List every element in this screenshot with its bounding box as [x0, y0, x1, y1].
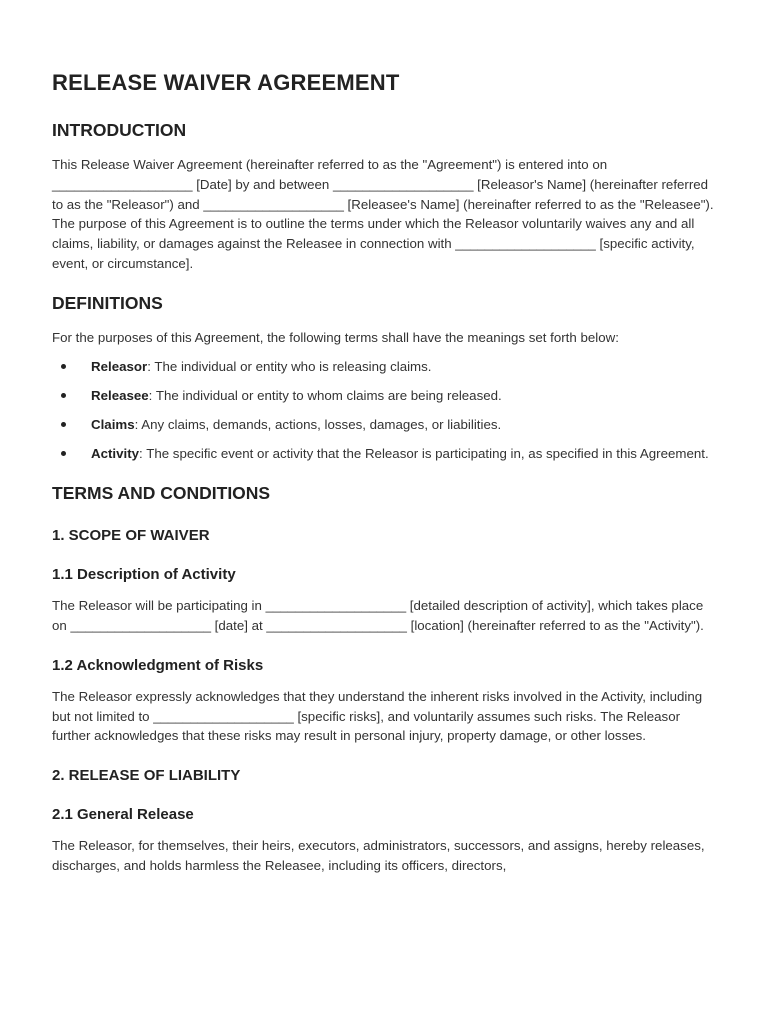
definition-term: Claims — [91, 417, 135, 433]
introduction-paragraph: This Release Waiver Agreement (hereinafter referred to as the "Agreement") is entered into on ___________________ [Date] by and between ___________________ [Releasor's Name] (hereinafter referred to as the "Releasor") and ___________________ [Releasee's Name] (hereinafter referred to as the "Releasee"). The purpose of this Agreement is to outline the terms under which the Releasor voluntarily waives any and all claims, liability, or damages against the Releasee in connection with ___________________ [specific activity, event, or circumstance]. — [52, 157, 714, 271]
definitions-heading: DEFINITIONS — [52, 292, 163, 313]
list-item — [52, 386, 718, 406]
definition-text: : The individual or entity who is releasing claims. — [147, 358, 432, 374]
definition-text: : Any claims, demands, actions, losses, damages, or liabilities. — [134, 417, 502, 433]
definitions-list — [52, 357, 718, 465]
terms-section — [52, 483, 718, 876]
general-release-heading: 2.1 General Release — [52, 806, 194, 824]
list-item — [52, 415, 718, 435]
document-title: RELEASE WAIVER AGREEMENT — [52, 70, 400, 95]
bullet-icon — [61, 451, 66, 456]
introduction-section — [52, 120, 718, 274]
terms-heading: TERMS AND CONDITIONS — [52, 483, 271, 504]
bullet-icon — [61, 393, 66, 398]
general-release-paragraph: The Releasor, for themselves, their heirs, executors, administrators, successors, and assigns, hereby releases, discharges, and holds harmless the Releasee, including its officers, directors, — [52, 838, 705, 874]
bullet-icon — [61, 364, 66, 369]
definition-text: : The specific event or activity that the Releasor is participating in, as specified in this Agreement. — [139, 446, 709, 462]
risks-heading: 1.2 Acknowledgment of Risks — [52, 656, 264, 674]
activity-description-heading: 1.1 Description of Activity — [52, 566, 236, 584]
definition-text: : The individual or entity to whom claims are being released. — [148, 387, 502, 403]
release-heading: 2. RELEASE OF LIABILITY — [52, 767, 241, 785]
bullet-icon — [61, 422, 66, 427]
list-item — [52, 357, 718, 377]
definitions-intro: For the purposes of this Agreement, the following terms shall have the meanings set forth below: — [52, 329, 619, 345]
scope-heading: 1. SCOPE OF WAIVER — [52, 527, 210, 545]
definition-term: Activity — [91, 446, 140, 462]
risks-paragraph: The Releasor expressly acknowledges that they understand the inherent risks involved in the Activity, including but not limited to ___________________ [specific risks], and voluntarily assumes such risks. The Releasor further acknowledges that these risks may result in personal injury, property damage, or other losses. — [52, 688, 703, 744]
definitions-section — [52, 293, 718, 464]
activity-description-paragraph: The Releasor will be participating in ___________________ [detailed description of activity], which takes place on ___________________ [date] at ___________________ [location] (hereinafter referred to as the "Activity"). — [52, 598, 704, 634]
definition-term: Releasee — [91, 387, 149, 403]
definition-term: Releasor — [91, 358, 148, 374]
introduction-heading: INTRODUCTION — [52, 120, 187, 140]
list-item — [52, 444, 718, 464]
